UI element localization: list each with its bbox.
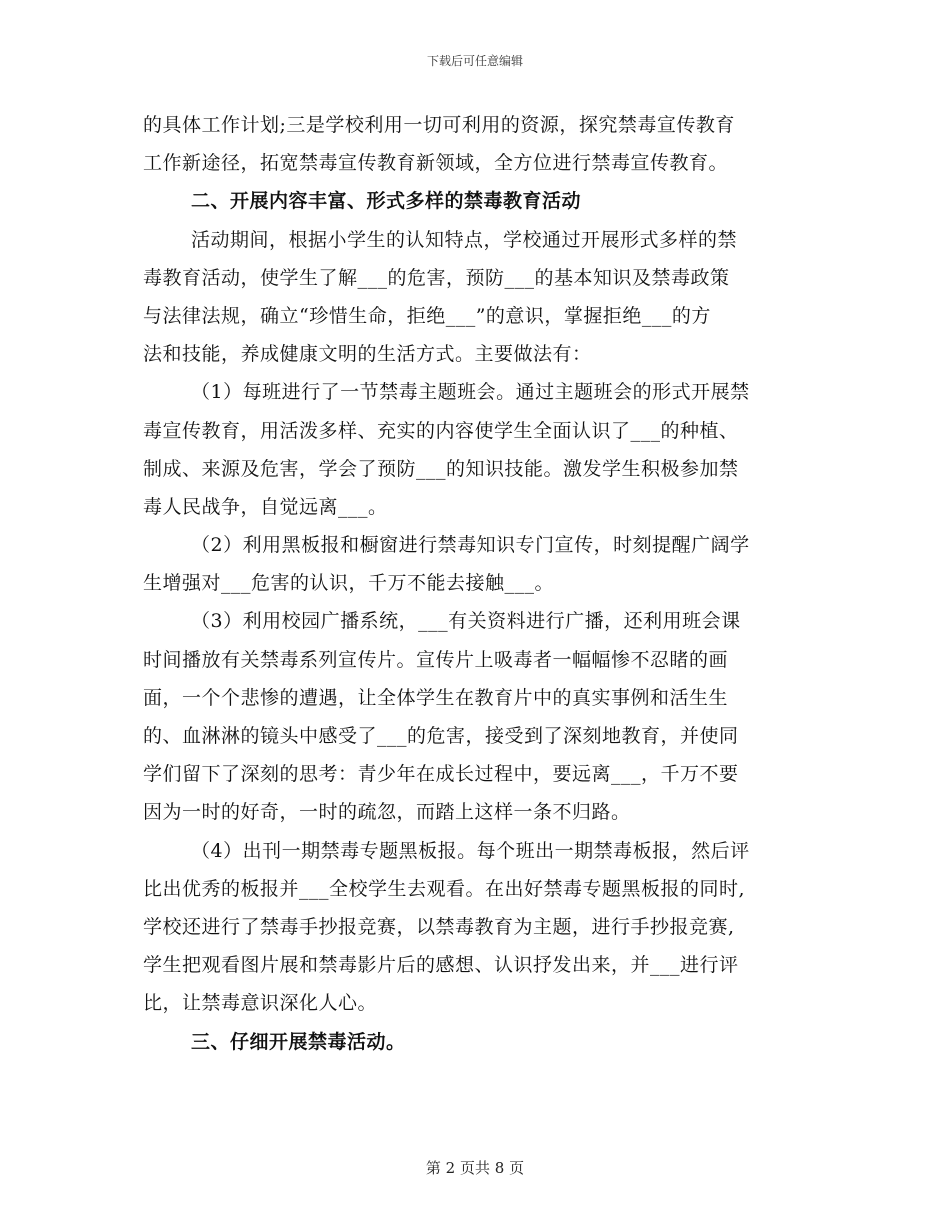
text-line: （3）利用校园广播系统，___有关资料进行广播，还利用班会课 <box>191 610 741 633</box>
section-heading-2 <box>143 182 815 220</box>
text-line: 学校还进行了禁毒手抄报竞赛，以禁毒教育为主题，进行手抄报竞赛, <box>143 915 735 938</box>
text-line: 毒人民战争，自觉远离___。 <box>143 495 388 518</box>
text-line: 的、血淋淋的镜头中感受了___的危害，接受到了深刻地教育，并使同 <box>143 725 739 747</box>
paragraph-item-2 <box>143 526 815 602</box>
text-line: 的具体工作计划;三是学校利用一切可利用的资源，探究禁毒宣传教育 <box>143 114 735 136</box>
text-line: 与法律法规，确立“珍惜生命，拒绝___”的意识，掌握拒绝___的方 <box>143 304 711 327</box>
paragraph-item-3 <box>143 602 815 831</box>
text-line: （4）出刊一期禁毒专题黑板报。每个班出一期禁毒板报，然后评 <box>191 839 750 862</box>
paragraph-item-4 <box>143 832 815 1023</box>
heading-line: 二、开展内容丰富、形式多样的禁毒教育活动 <box>191 190 582 213</box>
text-line: 比出优秀的板报并___全校学生去观看。在出好禁毒专题黑板报的同时, <box>143 877 746 900</box>
paragraph-plan-continuation <box>143 106 815 182</box>
document-body <box>143 106 815 1061</box>
text-line: 毒教育活动，使学生了解___的危害，预防___的基本知识及禁毒政策 <box>143 266 730 289</box>
text-line: 比，让禁毒意识深化人心。 <box>143 992 378 1015</box>
text-line: （2）利用黑板报和橱窗进行禁毒知识专门宣传，时刻提醒广阔学 <box>191 534 750 557</box>
text-line: 时间播放有关禁毒系列宣传片。宣传片上吸毒者一幅幅惨不忍睹的画 <box>143 648 729 671</box>
text-line: 活动期间，根据小学生的认知特点，学校通过开展形式多样的禁 <box>191 228 738 251</box>
text-line: 面，一个个悲惨的遭遇，让全体学生在教育片中的真实事例和活生生 <box>143 686 729 709</box>
text-line: 法和技能，养成健康文明的生活方式。主要做法有： <box>143 343 592 366</box>
text-line: 生增强对___危害的认识，千万不能去接触___。 <box>143 572 555 595</box>
text-line: 学生把观看图片展和禁毒影片后的感想、认识抒发出来，并___进行评 <box>143 954 739 977</box>
section-heading-3 <box>143 1023 815 1061</box>
heading-line: 三、仔细开展禁毒活动。 <box>191 1030 406 1053</box>
page-header: 下载后可任意编辑 <box>426 54 523 68</box>
text-line: 毒宣传教育，用活泼多样、充实的内容使学生全面认识了___的种植、 <box>143 419 739 442</box>
text-line: 学们留下了深刻的思考：青少年在成长过程中，要远离___，千万不要 <box>143 763 739 786</box>
text-line: 工作新途径，拓宽禁毒宣传教育新领域，全方位进行禁毒宣传教育。 <box>143 152 729 175</box>
page-footer: 第 2 页共 8 页 <box>425 1159 525 1177</box>
text-line: 制成、来源及危害，学会了预防___的知识技能。激发学生积极参加禁 <box>143 457 739 480</box>
paragraph-activity-period <box>143 221 815 374</box>
text-line: （1）每班进行了一节禁毒主题班会。通过主题班会的形式开展禁 <box>191 381 750 404</box>
text-line: 因为一时的好奇，一时的疏忽，而踏上这样一条不归路。 <box>143 801 631 824</box>
paragraph-item-1 <box>143 373 815 526</box>
